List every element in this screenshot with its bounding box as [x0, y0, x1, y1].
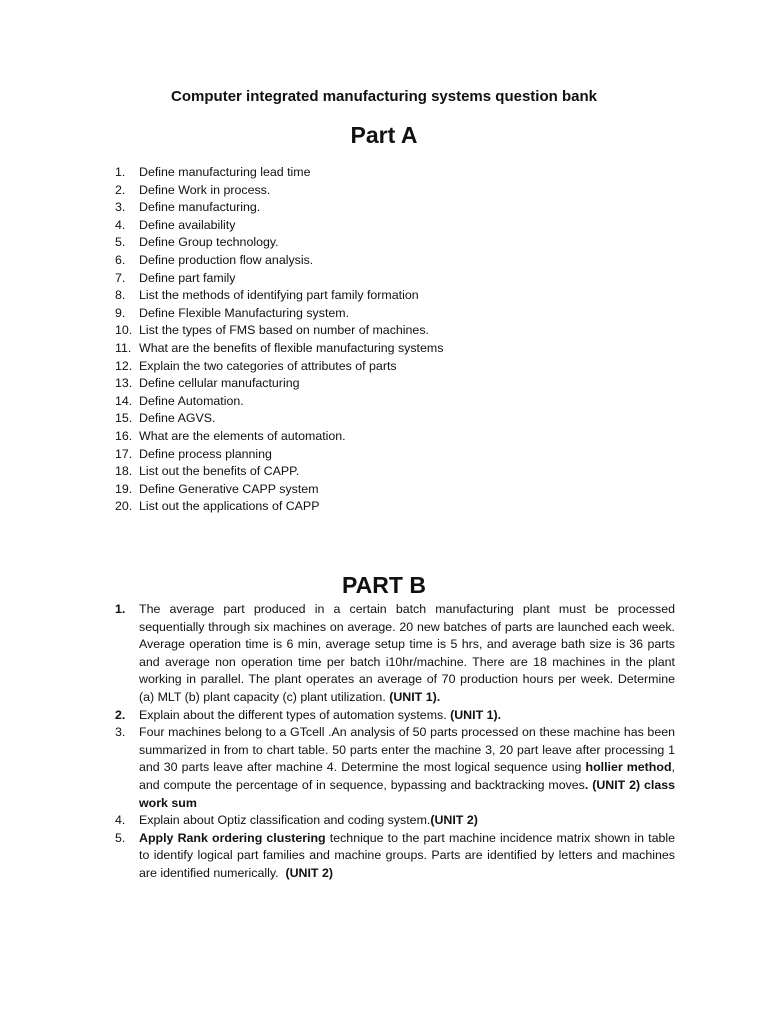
- list-item: [115, 428, 675, 446]
- question-number: 5.: [115, 235, 126, 250]
- question-text: [139, 707, 675, 725]
- question-text: What are the elements of automation.: [139, 428, 346, 443]
- part-a-question-list: [115, 164, 675, 516]
- question-text: Define availability: [139, 217, 236, 232]
- question-body: Explain about Optiz classification and coding system.: [139, 813, 431, 828]
- list-item: [115, 270, 675, 288]
- list-item: [115, 812, 675, 830]
- question-number: 4.: [115, 217, 126, 232]
- list-item: [115, 305, 675, 323]
- list-item: [115, 322, 675, 340]
- list-item: [115, 358, 675, 376]
- question-text: Explain the two categories of attributes of parts: [139, 358, 397, 373]
- question-text: What are the benefits of flexible manufacturing systems: [139, 340, 444, 355]
- question-number: 12.: [115, 358, 133, 373]
- unit-tag: (UNIT 1).: [389, 689, 441, 704]
- list-item: [115, 830, 675, 883]
- question-number: 1.: [115, 602, 126, 616]
- list-item: [115, 498, 675, 516]
- question-number: 3.: [115, 725, 126, 740]
- question-text: Define part family: [139, 270, 236, 285]
- question-text: Define Generative CAPP system: [139, 481, 319, 496]
- list-item: [115, 340, 675, 358]
- part-a-heading: Part A: [350, 122, 418, 148]
- question-number: 2.: [115, 707, 126, 722]
- list-item: [115, 182, 675, 200]
- question-number: 16.: [115, 428, 133, 443]
- document-title: Computer integrated manufacturing systems question bank: [171, 88, 597, 105]
- list-item: [115, 375, 675, 393]
- question-text: List the methods of identifying part family formation: [139, 288, 419, 303]
- list-item: [115, 410, 675, 428]
- question-text: [139, 601, 675, 707]
- question-text: Define process planning: [139, 446, 272, 461]
- question-number: 7.: [115, 270, 126, 285]
- list-item: [115, 217, 675, 235]
- question-number: 10.: [115, 323, 133, 338]
- question-number: 8.: [115, 288, 126, 303]
- question-body: technique to the part machine incidence matrix shown in table to identify logical part families and machine groups. Parts are identified by letters and machines are identified numerically.: [139, 830, 675, 880]
- question-number: 17.: [115, 446, 133, 461]
- unit-tag: . (UNIT 2) class work sum: [139, 777, 676, 810]
- question-body: The average part produced in a certain batch manufacturing plant must be processed sequentially through six machines on average. 20 new batches of parts are launched each week. Average operation time is 6 min, average setup time is 5 hrs, and average bath size is 36 parts and average non operation time per batch i10hr/machine. There are 18 machines in the plant working in parallel. The plant operates an average of 70 production hours per week. Determine (a) MLT (b) plant capacity (c) plant utilization.: [139, 602, 675, 704]
- question-number: 13.: [115, 376, 133, 391]
- question-text: [139, 830, 675, 883]
- list-item: [115, 481, 675, 499]
- question-text: [139, 812, 675, 830]
- question-text: Define Flexible Manufacturing system.: [139, 305, 350, 320]
- question-text: Define AGVS.: [139, 411, 216, 426]
- unit-tag: (UNIT 2): [430, 813, 478, 828]
- question-number: 1.: [115, 165, 126, 179]
- question-text: List out the benefits of CAPP.: [139, 464, 300, 479]
- question-number: 9.: [115, 305, 126, 320]
- list-item: [115, 724, 675, 812]
- question-number: 4.: [115, 813, 126, 828]
- bold-phrase: Apply Rank ordering clustering: [139, 830, 326, 845]
- question-text: Define Group technology.: [139, 235, 279, 250]
- part-b-question-list: [115, 601, 675, 883]
- question-body: Explain about the different types of automation systems.: [139, 707, 447, 722]
- question-number: 11.: [115, 340, 132, 355]
- question-text: [139, 724, 675, 812]
- question-text: Define production flow analysis.: [139, 252, 314, 267]
- part-b-heading: PART B: [342, 572, 426, 598]
- list-item: [115, 234, 675, 252]
- list-item: [115, 707, 675, 725]
- question-number: 20.: [115, 499, 133, 514]
- question-body: Four machines belong to a GTcell .An analysis of 50 parts processed on these machine has been summarized in from to chart table. 50 parts enter the machine 3, 20 part leave after processing 1 and 30 parts leave after machine 4. Determine the most logical sequence using: [139, 725, 675, 775]
- list-item: [115, 601, 675, 707]
- question-number: 19.: [115, 481, 133, 496]
- question-body-continued: , and compute the percentage of in sequence, bypassing and backtracking moves: [139, 760, 675, 792]
- question-text: Define Work in process.: [139, 182, 271, 197]
- question-text: Define cellular manufacturing: [139, 376, 300, 391]
- unit-tag: (UNIT 2): [285, 865, 333, 880]
- unit-tag: (UNIT 1).: [450, 707, 502, 722]
- question-text: Define manufacturing.: [139, 200, 261, 215]
- question-text: List the types of FMS based on number of machines.: [139, 323, 429, 338]
- list-item: [115, 164, 675, 182]
- question-number: 6.: [115, 252, 126, 267]
- question-number: 18.: [115, 464, 133, 479]
- question-number: 2.: [115, 182, 126, 197]
- list-item: [115, 287, 675, 305]
- list-item: [115, 393, 675, 411]
- question-number: 3.: [115, 200, 126, 215]
- question-number: 14.: [115, 393, 133, 408]
- question-number: 5.: [115, 830, 126, 845]
- question-text: List out the applications of CAPP: [139, 499, 320, 514]
- question-text: Define manufacturing lead time: [139, 165, 311, 179]
- list-item: [115, 199, 675, 217]
- list-item: [115, 446, 675, 464]
- question-text: Define Automation.: [139, 393, 244, 408]
- bold-phrase: hollier method: [585, 760, 672, 775]
- question-number: 15.: [115, 411, 133, 426]
- list-item: [115, 252, 675, 270]
- list-item: [115, 463, 675, 481]
